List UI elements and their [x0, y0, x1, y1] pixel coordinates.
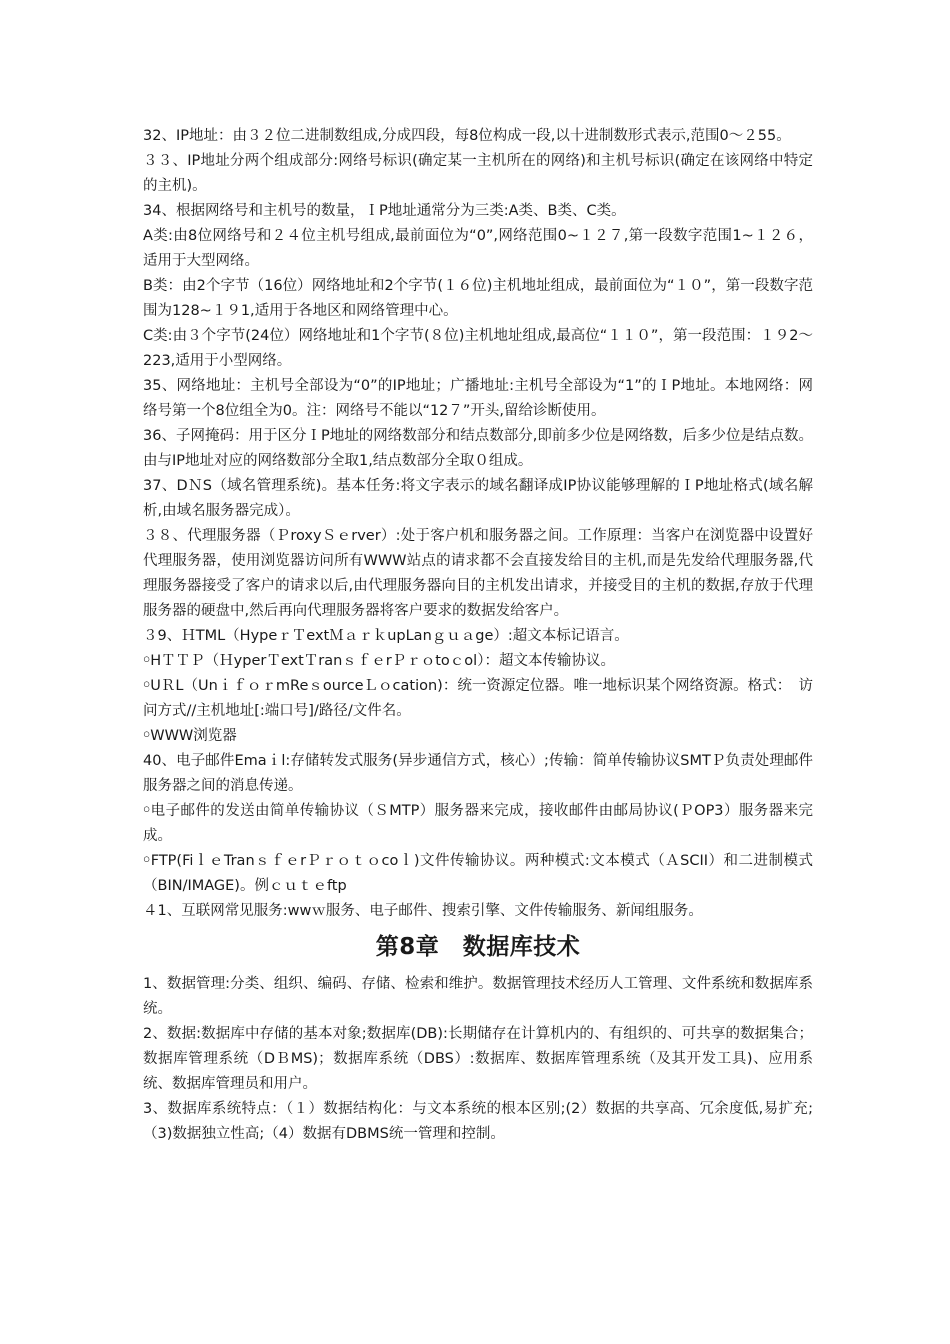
paragraph-33: ３３、IP地址分两个组成部分:网络号标识(确定某一主机所在的网络)和主机号标识(确定在该网络中特定的主机)。: [143, 153, 813, 194]
chapter-heading: 第8章 数据库技术: [375, 934, 581, 960]
paragraph-41: ４1、互联网常见服务:wwｗ服务、电子邮件、搜索引擎、文件传输服务、新闻组服务。: [143, 903, 703, 919]
paragraph-class-b: B类：由2个字节（16位）网络地址和2个字节(１６位)主机地址组成，最前面位为“１０”，第一段数字范围为128~１９1,适用于各地区和网络管理中心。: [143, 278, 813, 319]
paragraph-db-1: 1、数据管理:分类、组织、编码、存储、检索和维护。数据管理技术经历人工管理、文件系统和数据库系统。: [143, 976, 813, 1017]
document-page: [143, 124, 813, 1147]
paragraph-class-a: A类:由8位网络号和２４位主机号组成,最前面位为“0”,网络范围0~１２７,第一段数字范围1~１２６，适用于大型网络。: [143, 228, 813, 269]
paragraph-35: 35、网络地址：主机号全部设为“0”的IP地址；广播地址:主机号全部设为“1”的ＩP地址。本地网络：网络号第一个8位组全为0。注：网络号不能以“12７”开头,留给诊断使用。: [143, 378, 813, 419]
paragraph-37: 37、DＮS（域名管理系统)。基本任务:将文字表示的域名翻译成IP协议能够理解的ＩP地址格式(域名解析,由域名服务器完成）。: [143, 478, 813, 519]
paragraph-32: 32、IP地址：由３２位二进制数组成,分成四段，每8位构成一段,以十进制数形式表示,范围0～２55。: [143, 128, 791, 144]
paragraph-ftp: ￮FTP(FiｌｅTranｓｆｅrＰｒｏｔｏcoｌ)文件传输协议。两种模式:文本模式（ＡSCII）和二进制模式（BIN/IMAGE)。例ｃｕｔｅftp: [143, 853, 813, 894]
paragraph-url: ￮UＲL（UnｉｆｏｒmReｓourceＬｏcation)：统一资源定位器。唯一地标识某个网络资源。格式： 访问方式//主机地址[:端口号]/路径/文件名。: [143, 678, 813, 719]
paragraph-email-protocols: ￮电子邮件的发送由简单传输协议（ＳMTP）服务器来完成，接收邮件由邮局协议(ＰOP3）服务器来完成。: [143, 803, 813, 844]
paragraph-db-2: 2、数据:数据库中存储的基本对象;数据库(DB):长期储存在计算机内的、有组织的、可共享的数据集合；数据库管理系统（DＢMS)；数据库系统（DBS）:数据库、数据库管理系统（及其开发工具)、应用系统、数据库管理员和用户。: [143, 1026, 813, 1092]
paragraph-39-html: ３9、ＨTML（HypeｒＴextＭａｒｋupLanｇｕａge）:超文本标记语言。: [143, 628, 629, 644]
paragraph-www-browser: ￮WWW浏览器: [143, 728, 237, 744]
paragraph-34: 34、根据网络号和主机号的数量，ＩP地址通常分为三类:A类、B类、C类。: [143, 203, 626, 219]
paragraph-class-c: C类:由３个字节(24位）网络地址和1个字节(８位)主机地址组成,最高位“１１０”，第一段范围：１９2～223,适用于小型网络。: [143, 328, 813, 369]
paragraph-38: ３８、代理服务器（ＰroxyＳｅrver）:处于客户机和服务器之间。工作原理：当客户在浏览器中设置好代理服务器，使用浏览器访问所有WWW站点的请求都不会直接发给目的主机,而是先发给代理服务器,代理服务器接受了客户的请求以后,由代理服务器向目的主机发出请求，并接受目的主机的数据,存放于代理服务器的硬盘中,然后再向代理服务器将客户要求的数据发给客户。: [143, 528, 813, 619]
paragraph-db-3: 3、数据库系统特点：（１）数据结构化：与文本系统的根本区别;(2）数据的共享高、冗余度低,易扩充;（3)数据独立性高;（4）数据有DBMS统一管理和控制。: [143, 1101, 813, 1142]
paragraph-36: 36、子网掩码：用于区分ＩP地址的网络数部分和结点数部分,即前多少位是网络数，后多少位是结点数。由与IP地址对应的网络数部分全取1,结点数部分全取０组成。: [143, 428, 813, 469]
paragraph-40-email: 40、电子邮件Emaｉl:存储转发式服务(异步通信方式，核心）;传输：简单传输协议SMTＰ负责处理邮件服务器之间的消息传递。: [143, 753, 813, 794]
paragraph-http: ￮HＴＴＰ（ＨyperＴextＴranｓｆｅrＰｒｏtoｃol）：超文本传输协议。: [143, 653, 615, 669]
